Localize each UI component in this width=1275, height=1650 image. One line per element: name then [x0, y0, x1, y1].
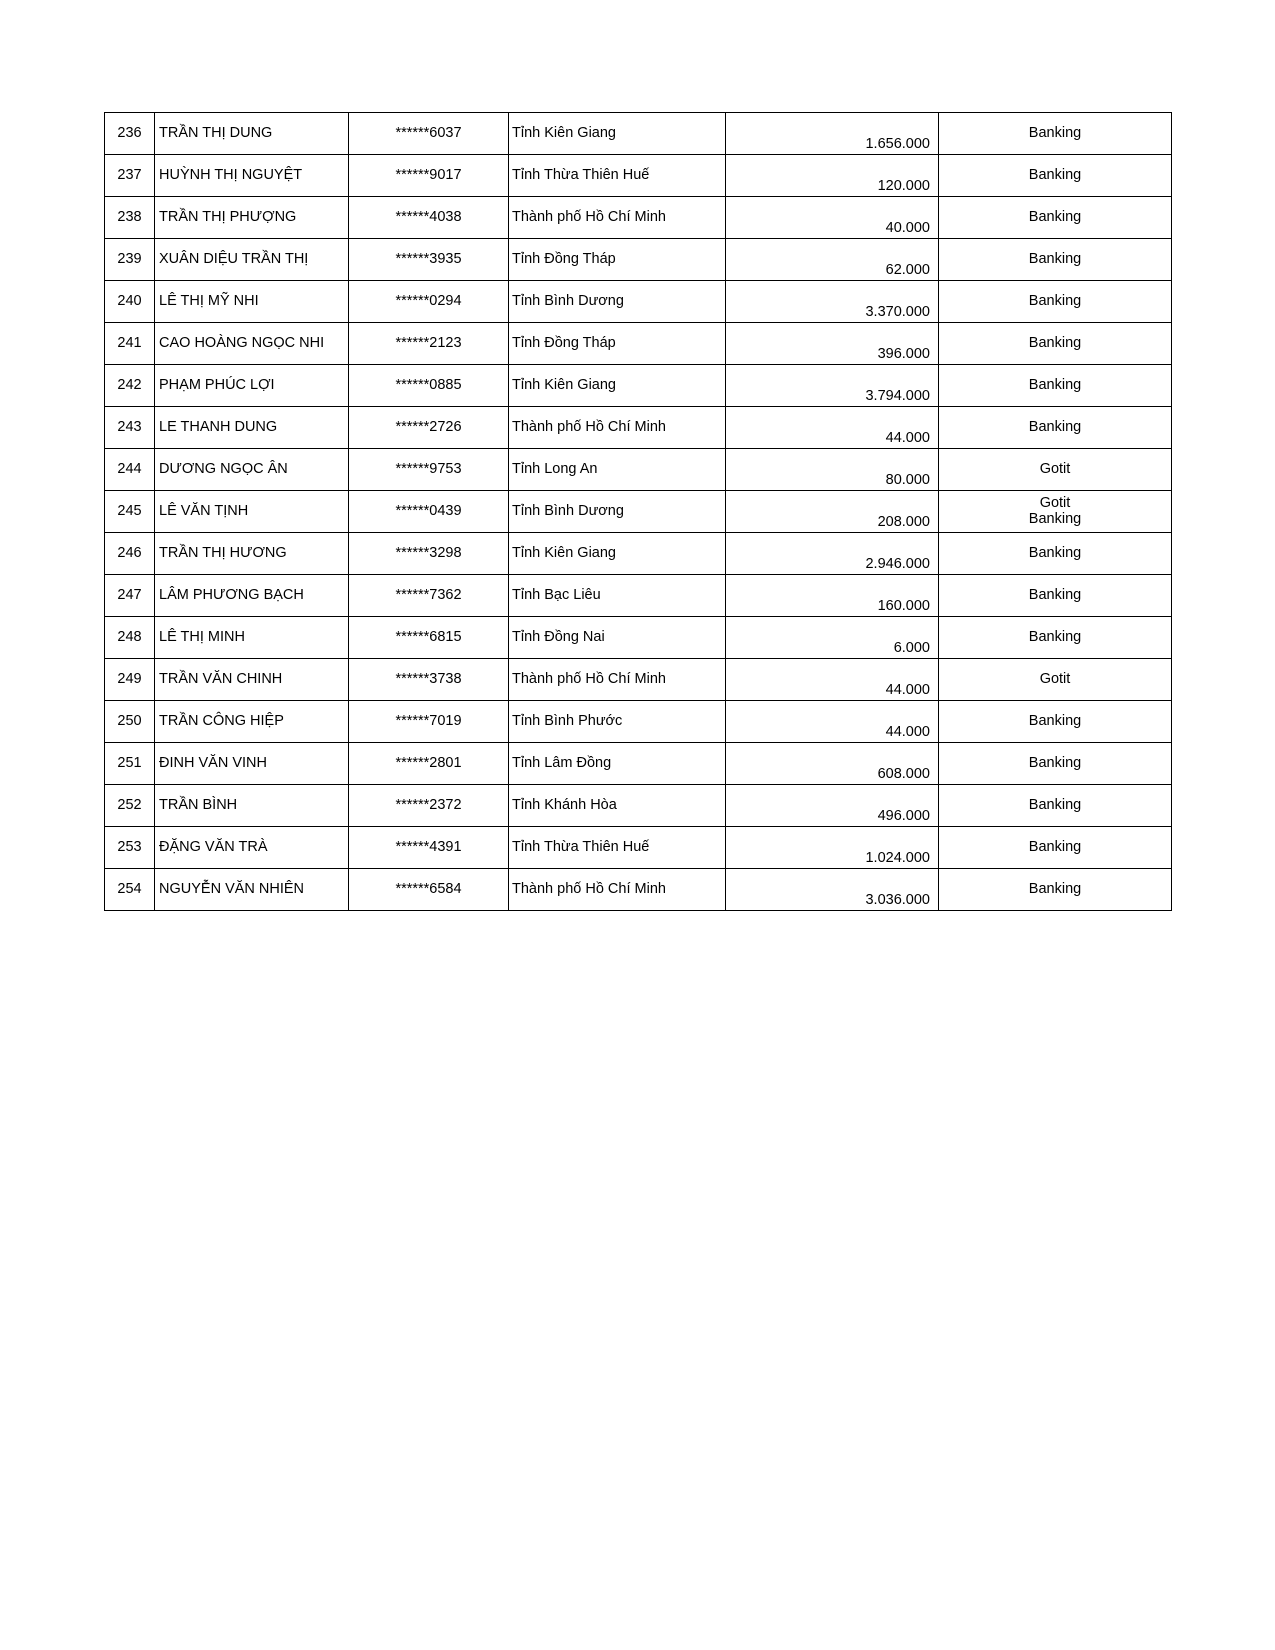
payment-method-label: Banking	[1028, 334, 1082, 351]
province-cell: Tỉnh Đồng Tháp	[509, 323, 726, 365]
province-cell: Tỉnh Đồng Nai	[509, 617, 726, 659]
row-number-cell: 244	[105, 449, 155, 491]
row-number-cell: 247	[105, 575, 155, 617]
table-row	[105, 113, 1172, 155]
province-cell: Thành phố Hồ Chí Minh	[509, 197, 726, 239]
table-row	[105, 155, 1172, 197]
amount-cell: 6.000	[726, 617, 939, 659]
payment-method-label: Gotit	[1039, 494, 1071, 511]
payment-method-cell	[939, 869, 1172, 911]
province-cell: Tỉnh Bạc Liêu	[509, 575, 726, 617]
payment-method-label: Banking	[1028, 544, 1082, 561]
amount-cell: 208.000	[726, 491, 939, 533]
masked-id-cell: ******2726	[349, 407, 509, 449]
name-cell: XUÂN DIỆU TRẦN THỊ	[155, 239, 349, 281]
payment-method-cell	[939, 827, 1172, 869]
province-cell: Tỉnh Khánh Hòa	[509, 785, 726, 827]
payment-method-label: Banking	[1028, 124, 1082, 141]
amount-cell: 608.000	[726, 743, 939, 785]
amount-cell: 120.000	[726, 155, 939, 197]
amount-cell: 62.000	[726, 239, 939, 281]
row-number-cell: 237	[105, 155, 155, 197]
payment-method-cell	[939, 239, 1172, 281]
payment-method-cell	[939, 659, 1172, 701]
table-body	[105, 113, 1172, 911]
masked-id-cell: ******0885	[349, 365, 509, 407]
payment-method-label: Banking	[1028, 880, 1082, 897]
masked-id-cell: ******6037	[349, 113, 509, 155]
payment-method-cell	[939, 407, 1172, 449]
amount-cell: 44.000	[726, 701, 939, 743]
masked-id-cell: ******4038	[349, 197, 509, 239]
payment-method-label: Banking	[1028, 292, 1082, 309]
province-cell: Tỉnh Lâm Đồng	[509, 743, 726, 785]
payment-method-label: Banking	[1028, 586, 1082, 603]
payment-method-label: Banking	[1028, 208, 1082, 225]
payment-method-cell	[939, 281, 1172, 323]
province-cell: Tỉnh Bình Dương	[509, 281, 726, 323]
row-number-cell: 253	[105, 827, 155, 869]
masked-id-cell: ******2123	[349, 323, 509, 365]
payment-method-cell	[939, 449, 1172, 491]
payment-method-cell	[939, 365, 1172, 407]
amount-cell: 160.000	[726, 575, 939, 617]
payment-method-cell	[939, 155, 1172, 197]
province-cell: Thành phố Hồ Chí Minh	[509, 869, 726, 911]
province-cell: Tỉnh Kiên Giang	[509, 113, 726, 155]
masked-id-cell: ******6815	[349, 617, 509, 659]
row-number-cell: 238	[105, 197, 155, 239]
row-number-cell: 248	[105, 617, 155, 659]
name-cell: TRẦN BÌNH	[155, 785, 349, 827]
masked-id-cell: ******3298	[349, 533, 509, 575]
payment-method-cell	[939, 491, 1172, 533]
payment-method-label: Banking	[1028, 376, 1082, 393]
payment-method-label: Banking	[1028, 754, 1082, 771]
row-number-cell: 254	[105, 869, 155, 911]
name-cell: LÊ THỊ MINH	[155, 617, 349, 659]
province-cell: Tỉnh Bình Phước	[509, 701, 726, 743]
province-cell: Tỉnh Kiên Giang	[509, 533, 726, 575]
row-number-cell: 241	[105, 323, 155, 365]
row-number-cell: 246	[105, 533, 155, 575]
payment-method-cell	[939, 533, 1172, 575]
table-row	[105, 365, 1172, 407]
amount-cell: 3.370.000	[726, 281, 939, 323]
masked-id-cell: ******7019	[349, 701, 509, 743]
payment-method-label: Banking	[1028, 796, 1082, 813]
table-row	[105, 491, 1172, 533]
payment-method-cell	[939, 323, 1172, 365]
province-cell: Tỉnh Kiên Giang	[509, 365, 726, 407]
amount-cell: 3.794.000	[726, 365, 939, 407]
amount-cell: 1.024.000	[726, 827, 939, 869]
table-row	[105, 743, 1172, 785]
row-number-cell: 240	[105, 281, 155, 323]
province-cell: Tỉnh Bình Dương	[509, 491, 726, 533]
payment-method-cell	[939, 617, 1172, 659]
masked-id-cell: ******2801	[349, 743, 509, 785]
payment-method-label: Gotit	[1039, 460, 1071, 477]
payment-method-label: Gotit	[1039, 670, 1071, 687]
row-number-cell: 251	[105, 743, 155, 785]
name-cell: NGUYỄN VĂN NHIÊN	[155, 869, 349, 911]
amount-cell: 44.000	[726, 659, 939, 701]
payment-method-label: Banking	[1028, 712, 1082, 729]
name-cell: LE THANH DUNG	[155, 407, 349, 449]
table-row	[105, 197, 1172, 239]
table-row	[105, 701, 1172, 743]
masked-id-cell: ******6584	[349, 869, 509, 911]
name-cell: ĐẶNG VĂN TRÀ	[155, 827, 349, 869]
payment-method-label: Banking	[1028, 628, 1082, 645]
payment-method-cell	[939, 785, 1172, 827]
masked-id-cell: ******0439	[349, 491, 509, 533]
payment-method-cell	[939, 113, 1172, 155]
name-cell: ĐINH VĂN VINH	[155, 743, 349, 785]
amount-cell: 40.000	[726, 197, 939, 239]
amount-cell: 44.000	[726, 407, 939, 449]
name-cell: TRẦN VĂN CHINH	[155, 659, 349, 701]
province-cell: Tỉnh Long An	[509, 449, 726, 491]
table-row	[105, 239, 1172, 281]
table-row	[105, 659, 1172, 701]
row-number-cell: 245	[105, 491, 155, 533]
name-cell: LÊ THỊ MỸ NHI	[155, 281, 349, 323]
name-cell: TRẦN THỊ HƯƠNG	[155, 533, 349, 575]
masked-id-cell: ******7362	[349, 575, 509, 617]
amount-cell: 496.000	[726, 785, 939, 827]
row-number-cell: 239	[105, 239, 155, 281]
amount-cell: 2.946.000	[726, 533, 939, 575]
name-cell: TRẦN CÔNG HIỆP	[155, 701, 349, 743]
payment-method-label: Banking	[1028, 838, 1082, 855]
payment-method-cell	[939, 575, 1172, 617]
table-row	[105, 407, 1172, 449]
table-row	[105, 617, 1172, 659]
masked-id-cell: ******9017	[349, 155, 509, 197]
row-number-cell: 252	[105, 785, 155, 827]
masked-id-cell: ******2372	[349, 785, 509, 827]
masked-id-cell: ******3935	[349, 239, 509, 281]
name-cell: CAO HOÀNG NGỌC NHI	[155, 323, 349, 365]
payment-method-label: Banking	[1028, 166, 1082, 183]
province-cell: Thành phố Hồ Chí Minh	[509, 659, 726, 701]
amount-cell: 396.000	[726, 323, 939, 365]
name-cell: PHẠM PHÚC LỢI	[155, 365, 349, 407]
table-row	[105, 827, 1172, 869]
masked-id-cell: ******9753	[349, 449, 509, 491]
table-row	[105, 449, 1172, 491]
province-cell: Tỉnh Thừa Thiên Huế	[509, 827, 726, 869]
payment-method-cell	[939, 701, 1172, 743]
amount-cell: 1.656.000	[726, 113, 939, 155]
row-number-cell: 243	[105, 407, 155, 449]
table-row	[105, 869, 1172, 911]
name-cell: LÊ VĂN TỊNH	[155, 491, 349, 533]
payment-method-label: Banking	[1028, 510, 1082, 527]
masked-id-cell: ******4391	[349, 827, 509, 869]
amount-cell: 80.000	[726, 449, 939, 491]
masked-id-cell: ******0294	[349, 281, 509, 323]
name-cell: TRẦN THỊ DUNG	[155, 113, 349, 155]
table-row	[105, 281, 1172, 323]
table-row	[105, 323, 1172, 365]
winners-table	[104, 112, 1172, 911]
masked-id-cell: ******3738	[349, 659, 509, 701]
payment-method-cell	[939, 197, 1172, 239]
name-cell: TRẦN THỊ PHƯỢNG	[155, 197, 349, 239]
table-row	[105, 785, 1172, 827]
province-cell: Tỉnh Thừa Thiên Huế	[509, 155, 726, 197]
row-number-cell: 242	[105, 365, 155, 407]
table-row	[105, 533, 1172, 575]
name-cell: DƯƠNG NGỌC ÂN	[155, 449, 349, 491]
payment-method-label: Banking	[1028, 418, 1082, 435]
payment-method-label: Banking	[1028, 250, 1082, 267]
row-number-cell: 249	[105, 659, 155, 701]
name-cell: HUỲNH THỊ NGUYỆT	[155, 155, 349, 197]
province-cell: Tỉnh Đồng Tháp	[509, 239, 726, 281]
name-cell: LÂM PHƯƠNG BẠCH	[155, 575, 349, 617]
row-number-cell: 250	[105, 701, 155, 743]
payment-method-cell	[939, 743, 1172, 785]
table-row	[105, 575, 1172, 617]
amount-cell: 3.036.000	[726, 869, 939, 911]
province-cell: Thành phố Hồ Chí Minh	[509, 407, 726, 449]
row-number-cell: 236	[105, 113, 155, 155]
